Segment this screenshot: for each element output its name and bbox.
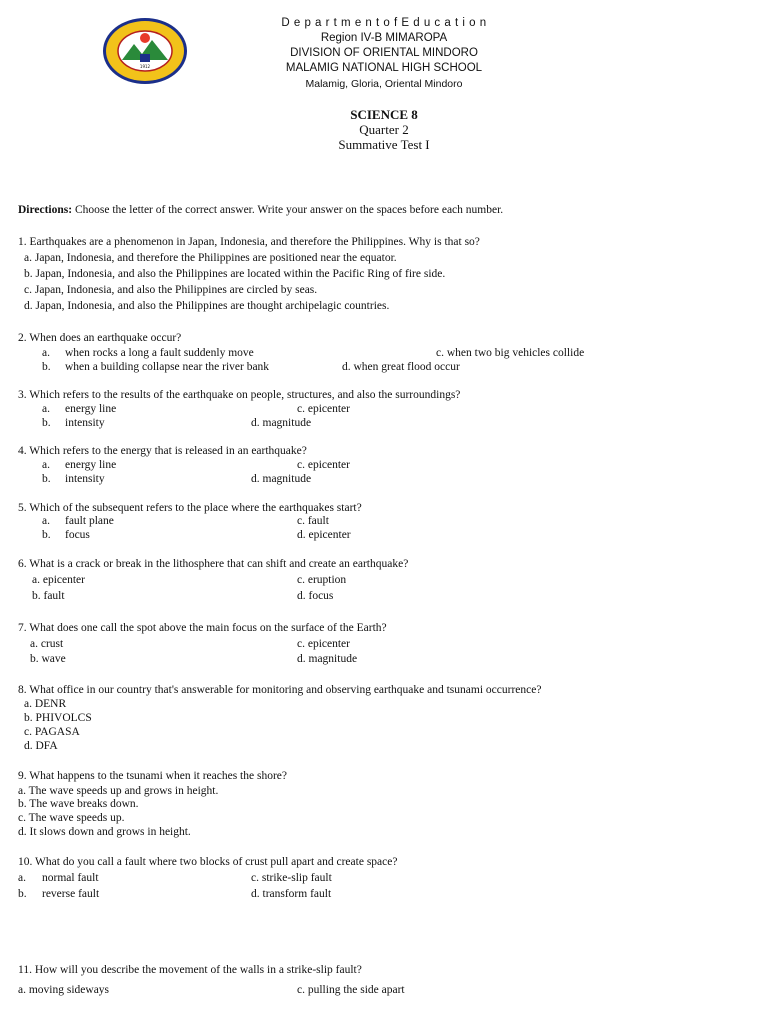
question-6-option-c: c. eruption: [297, 574, 347, 586]
question-3-option-d: d. magnitude: [251, 417, 312, 429]
question-6-option-a: a. epicenter: [32, 574, 85, 586]
question-4-option-b: intensity: [65, 473, 105, 485]
question-7-stem: 7. What does one call the spot above the main focus on the surface of the Earth?: [18, 622, 387, 634]
question-5-option-d: d. epicenter: [297, 529, 351, 541]
question-6-option-b: b. fault: [32, 590, 65, 602]
question-5-option-b: focus: [65, 529, 90, 541]
question-5-option-c: c. fault: [297, 515, 329, 527]
question-11-option-c: c. pulling the side apart: [297, 984, 405, 996]
question-6-stem: 6. What is a crack or break in the lithosphere that can shift and create an earthquake?: [18, 558, 409, 570]
question-4-stem: 4. Which refers to the energy that is released in an earthquake?: [18, 445, 307, 457]
question-8-option-b: b. PHIVOLCS: [24, 712, 92, 724]
question-2-stem: 2. When does an earthquake occur?: [18, 332, 182, 344]
question-11-option-a: a. moving sideways: [18, 984, 110, 996]
subject-title: SCIENCE 8: [350, 107, 418, 122]
logo-year: 1912: [139, 64, 151, 69]
question-10-stem: 10. What do you call a fault where two blocks of crust pull apart and create space?: [18, 856, 398, 868]
directions: [18, 204, 503, 216]
question-2-option-c: c. when two big vehicles collide: [436, 347, 585, 359]
directions-text: Choose the letter of the correct answer. Write your answer on the spaces before each number.: [72, 204, 504, 216]
question-4-option-c: c. epicenter: [297, 459, 350, 471]
question-4-letter-a: a.: [42, 459, 50, 471]
question-10-option-c: c. strike-slip fault: [251, 872, 332, 884]
question-10-letter-a: a.: [18, 872, 26, 884]
question-9-option-b: b. The wave breaks down.: [18, 798, 139, 810]
directions-label: Directions:: [18, 204, 73, 216]
header-address: Malamig, Gloria, Oriental Mindoro: [305, 78, 463, 90]
question-5-letter-a: a.: [42, 515, 50, 527]
question-7-option-b: b. wave: [30, 653, 66, 665]
question-3-stem: 3. Which refers to the results of the earthquake on people, structures, and also the surroundings?: [18, 389, 461, 401]
question-7-option-c: c. epicenter: [297, 638, 350, 650]
test-title: Summative Test I: [338, 137, 430, 152]
header-department: D e p a r t m e n t o f E d u c a t i o n: [281, 17, 487, 29]
question-1-option-a: a. Japan, Indonesia, and therefore the Philippines are positioned near the equator.: [24, 252, 397, 264]
question-7-option-a: a. crust: [30, 638, 64, 650]
question-9-option-a: a. The wave speeds up and grows in height.: [18, 785, 219, 797]
question-10-option-b: reverse fault: [42, 888, 100, 900]
question-1-option-b: b. Japan, Indonesia, and also the Philippines are located within the Pacific Ring of fire side.: [24, 268, 446, 280]
question-10-option-a: normal fault: [42, 872, 99, 884]
question-5-stem: 5. Which of the subsequent refers to the place where the earthquakes start?: [18, 502, 362, 514]
question-10-option-d: d. transform fault: [251, 888, 332, 900]
question-3-option-c: c. epicenter: [297, 403, 350, 415]
question-2-letter-a: a.: [42, 347, 50, 359]
question-8-option-d: d. DFA: [24, 740, 58, 752]
question-8-option-a: a. DENR: [24, 698, 67, 710]
question-2-option-b: when a building collapse near the river bank: [65, 361, 270, 373]
question-2-option-d: d. when great flood occur: [342, 361, 460, 373]
question-7-option-d: d. magnitude: [297, 653, 358, 665]
question-9-option-c: c. The wave speeds up.: [18, 812, 125, 824]
question-4-option-a: energy line: [65, 459, 117, 471]
question-11-stem: 11. How will you describe the movement of the walls in a strike-slip fault?: [18, 964, 362, 976]
question-3-letter-a: a.: [42, 403, 50, 415]
question-9-option-d: d. It slows down and grows in height.: [18, 826, 191, 838]
question-3-option-a: energy line: [65, 403, 117, 415]
question-1-stem: 1. Earthquakes are a phenomenon in Japan, Indonesia, and therefore the Philippines. Why is that so?: [18, 236, 480, 248]
question-1-option-c: c. Japan, Indonesia, and also the Philippines are circled by seas.: [24, 284, 318, 296]
question-8-stem: 8. What office in our country that's answerable for monitoring and observing earthquake and tsunami occurrence?: [18, 684, 542, 696]
question-6-option-d: d. focus: [297, 590, 334, 602]
question-2-letter-b: b.: [42, 361, 51, 373]
quarter-label: Quarter 2: [359, 122, 409, 137]
question-3-letter-b: b.: [42, 417, 51, 429]
header-division: DIVISION OF ORIENTAL MINDORO: [290, 47, 478, 59]
question-1-option-d: d. Japan, Indonesia, and also the Philippines are thought archipelagic countries.: [24, 300, 390, 312]
question-2-option-a: when rocks a long a fault suddenly move: [65, 347, 254, 359]
question-5-letter-b: b.: [42, 529, 51, 541]
header-school: MALAMIG NATIONAL HIGH SCHOOL: [285, 62, 483, 74]
header-region: Region IV-B MIMAROPA: [320, 32, 448, 44]
question-3-option-b: intensity: [65, 417, 105, 429]
question-5-option-a: fault plane: [65, 515, 114, 527]
question-8-option-c: c. PAGASA: [24, 726, 80, 738]
question-9-stem: 9. What happens to the tsunami when it reaches the shore?: [18, 770, 287, 782]
question-4-option-d: d. magnitude: [251, 473, 312, 485]
question-4-letter-b: b.: [42, 473, 51, 485]
question-10-letter-b: b.: [18, 888, 27, 900]
